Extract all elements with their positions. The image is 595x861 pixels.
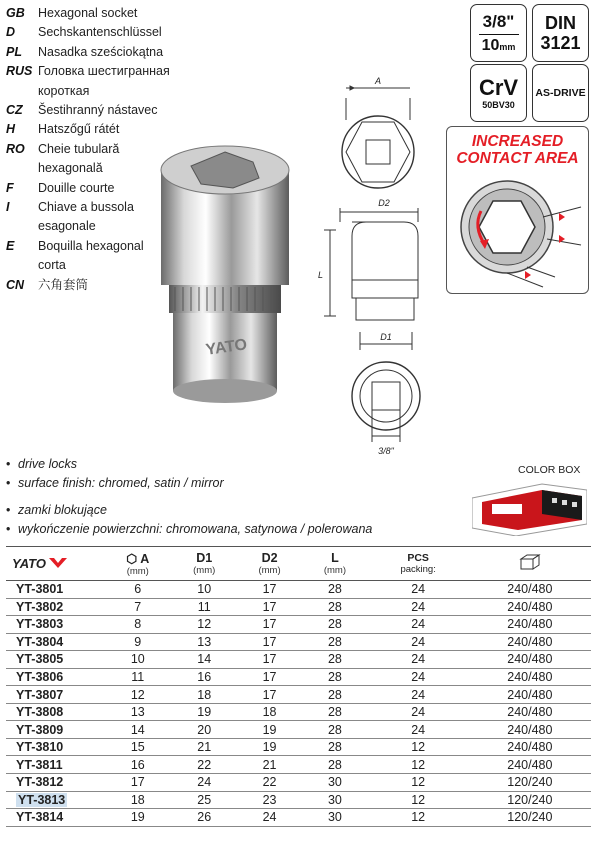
cell-box: 240/480 xyxy=(469,651,591,669)
cell-code xyxy=(6,598,104,616)
cell-pcs: 24 xyxy=(368,703,469,721)
cell-l: 30 xyxy=(302,774,367,792)
cell-pcs: 12 xyxy=(368,756,469,774)
yato-logo-icon xyxy=(49,558,67,568)
cell-d1: 25 xyxy=(172,791,237,809)
language-row xyxy=(6,82,206,101)
cell-l: 28 xyxy=(302,703,367,721)
product-code: YT-3801 xyxy=(16,582,64,597)
cell-d2: 19 xyxy=(237,738,302,756)
product-code: YT-3807 xyxy=(16,687,64,702)
cell-d1: 21 xyxy=(172,738,237,756)
cell-a: 7 xyxy=(104,598,172,616)
cell-pcs: 12 xyxy=(368,738,469,756)
cell-code xyxy=(6,581,104,599)
cell-d1: 10 xyxy=(172,581,237,599)
box-icon xyxy=(519,554,541,570)
badge-divider xyxy=(479,34,519,35)
contact-area-title xyxy=(447,133,588,167)
header-d1-label: D1 xyxy=(196,551,213,565)
material-name: CrV xyxy=(478,75,519,100)
cell-d1: 22 xyxy=(172,756,237,774)
language-code xyxy=(6,159,38,178)
language-text: Cheie tubulară xyxy=(38,141,120,156)
size-mm-row xyxy=(482,37,516,55)
cell-l: 28 xyxy=(302,668,367,686)
cell-d2: 21 xyxy=(237,756,302,774)
drive-size: 3/8" xyxy=(482,11,515,31)
product-code: YT-3804 xyxy=(16,634,64,649)
product-code: YT-3810 xyxy=(16,740,64,755)
language-code xyxy=(6,82,38,101)
table-row xyxy=(6,809,591,827)
header-l xyxy=(302,547,367,581)
color-box-label: COLOR BOX xyxy=(518,464,581,476)
cell-l: 28 xyxy=(302,651,367,669)
table-row xyxy=(6,791,591,809)
language-text: Hatszőgű rátét xyxy=(38,122,120,137)
note-item: • surface finish: chromed, satin / mirror xyxy=(6,475,224,490)
language-text: Sechskantenschlüssel xyxy=(38,25,162,40)
cell-d2: 19 xyxy=(237,721,302,739)
cell-pcs: 24 xyxy=(368,633,469,651)
product-code: YT-3814 xyxy=(16,810,64,825)
header-a-unit: (mm) xyxy=(126,565,149,577)
language-text: hexagonală xyxy=(38,161,103,176)
cell-l: 28 xyxy=(302,598,367,616)
cell-d1: 18 xyxy=(172,686,237,704)
header-pcs-label: PCS xyxy=(407,551,429,564)
language-text: Головка шестигранная xyxy=(38,64,170,79)
as-drive-badge xyxy=(532,64,589,122)
label-drive: 3/8" xyxy=(378,446,394,456)
size-mm: 10 xyxy=(481,36,500,54)
note-item: • drive locks xyxy=(6,457,78,471)
note-text: wykończenie powierzchni: chromowana, satynowa / polerowana xyxy=(18,521,373,536)
product-code: YT-3811 xyxy=(16,757,63,772)
language-row xyxy=(6,62,206,81)
language-text: Šestihranný nástavec xyxy=(38,103,158,118)
cell-l: 28 xyxy=(302,756,367,774)
table-row xyxy=(6,703,591,721)
cell-a: 17 xyxy=(104,774,172,792)
language-text: короткая xyxy=(38,83,90,98)
photo-brand-text: YATO xyxy=(204,336,249,359)
note-text: zamki blokujące xyxy=(18,503,107,517)
product-code: YT-3802 xyxy=(16,599,64,614)
language-code: E xyxy=(6,238,15,253)
cell-l: 28 xyxy=(302,633,367,651)
cell-pcs: 24 xyxy=(368,668,469,686)
cell-a: 19 xyxy=(104,809,172,827)
cell-a: 6 xyxy=(104,581,172,599)
language-text: corta xyxy=(38,258,66,273)
cell-d2: 17 xyxy=(237,616,302,634)
language-code: CZ xyxy=(6,103,23,118)
label-d1: D1 xyxy=(380,332,392,342)
table-row xyxy=(6,756,591,774)
cell-box: 240/480 xyxy=(469,703,591,721)
cell-pcs: 12 xyxy=(368,809,469,827)
cell-box: 120/240 xyxy=(469,791,591,809)
cell-d1: 12 xyxy=(172,616,237,634)
cell-d1: 16 xyxy=(172,668,237,686)
cell-d1: 19 xyxy=(172,703,237,721)
table-header-row xyxy=(6,547,591,581)
note-item: • zamki blokujące xyxy=(6,503,107,517)
cell-l: 28 xyxy=(302,721,367,739)
cell-d2: 18 xyxy=(237,703,302,721)
language-row xyxy=(6,43,206,62)
cell-d1: 13 xyxy=(172,633,237,651)
language-text: Nasadka sześciokątna xyxy=(38,44,164,59)
cell-d1: 20 xyxy=(172,721,237,739)
language-code: H xyxy=(6,122,16,137)
note-text: surface finish: chromed, satin / mirror xyxy=(18,475,224,490)
color-box-image xyxy=(472,480,587,536)
cell-d2: 23 xyxy=(237,791,302,809)
cell-d2: 22 xyxy=(237,774,302,792)
cell-box: 240/480 xyxy=(469,721,591,739)
language-text: Douille courte xyxy=(38,180,115,195)
cell-box: 120/240 xyxy=(469,774,591,792)
cell-pcs: 12 xyxy=(368,791,469,809)
header-l-label: L xyxy=(331,551,339,565)
contact-area-diagram xyxy=(447,167,588,291)
cell-d1: 24 xyxy=(172,774,237,792)
language-code: GB xyxy=(6,6,25,20)
drive-size-badge xyxy=(470,4,527,62)
label-a: A xyxy=(374,76,382,86)
header-d1-unit: (mm) xyxy=(193,565,216,576)
language-text: esagonale xyxy=(38,219,96,234)
language-text: Hexagonal socket xyxy=(38,6,138,20)
table-row xyxy=(6,598,591,616)
cell-d2: 17 xyxy=(237,686,302,704)
table-row xyxy=(6,774,591,792)
table-row xyxy=(6,721,591,739)
header-pcs xyxy=(368,547,469,581)
cell-code xyxy=(6,686,104,704)
language-text: 六角套筒 xyxy=(38,277,89,292)
size-unit: mm xyxy=(499,41,516,52)
cell-a: 15 xyxy=(104,738,172,756)
header-brand xyxy=(6,547,104,581)
table-row xyxy=(6,686,591,704)
note-item: • wykończenie powierzchni: chromowana, satynowa / polerowana xyxy=(6,521,373,536)
language-code xyxy=(6,217,38,236)
cell-code xyxy=(6,633,104,651)
cell-d2: 17 xyxy=(237,668,302,686)
cell-d2: 17 xyxy=(237,581,302,599)
note-text: drive locks xyxy=(18,457,78,471)
table-row xyxy=(6,581,591,599)
material-badge xyxy=(470,64,527,122)
language-row xyxy=(6,4,206,23)
cell-code xyxy=(6,703,104,721)
header-d2-unit: (mm) xyxy=(258,565,281,576)
cell-code xyxy=(6,791,104,809)
language-row xyxy=(6,101,206,120)
cell-a: 14 xyxy=(104,721,172,739)
socket-photo xyxy=(155,140,295,410)
cell-d2: 17 xyxy=(237,598,302,616)
language-row xyxy=(6,23,206,42)
feature-notes xyxy=(6,455,456,538)
product-table xyxy=(6,546,591,827)
product-code: YT-3803 xyxy=(16,617,64,632)
cell-d2: 24 xyxy=(237,809,302,827)
cell-pcs: 24 xyxy=(368,616,469,634)
product-code: YT-3813 xyxy=(18,792,66,807)
cell-a: 11 xyxy=(104,668,172,686)
header-a xyxy=(104,547,172,581)
cell-box: 120/240 xyxy=(469,809,591,827)
cell-d1: 26 xyxy=(172,809,237,827)
table-row xyxy=(6,668,591,686)
language-code: F xyxy=(6,180,14,195)
language-text: Boquilla hexagonal xyxy=(38,238,144,253)
cell-code xyxy=(6,668,104,686)
product-code: YT-3805 xyxy=(16,652,64,667)
product-code: YT-3809 xyxy=(16,722,64,737)
technical-drawing xyxy=(300,70,440,470)
cell-code xyxy=(6,651,104,669)
din-badge xyxy=(532,4,589,62)
header-a-label: A xyxy=(140,551,150,566)
cell-l: 28 xyxy=(302,686,367,704)
language-code: D xyxy=(6,25,16,40)
cell-d2: 17 xyxy=(237,651,302,669)
cell-l: 30 xyxy=(302,809,367,827)
language-code: RO xyxy=(6,141,25,156)
language-code xyxy=(6,256,38,275)
table-row xyxy=(6,616,591,634)
cell-code xyxy=(6,738,104,756)
header-box xyxy=(469,547,591,581)
cell-a: 10 xyxy=(104,651,172,669)
cell-pcs: 24 xyxy=(368,581,469,599)
contact-title-line1: INCREASED xyxy=(471,133,564,150)
cell-d2: 17 xyxy=(237,633,302,651)
cell-pcs: 12 xyxy=(368,774,469,792)
language-text: Chiave a bussola xyxy=(38,200,134,215)
language-row xyxy=(6,120,206,139)
cell-box: 240/480 xyxy=(469,738,591,756)
cell-code xyxy=(6,774,104,792)
cell-code xyxy=(6,721,104,739)
table-row xyxy=(6,738,591,756)
language-code: PL xyxy=(6,44,22,59)
material-grade: 50BV30 xyxy=(482,100,515,110)
cell-d1: 11 xyxy=(172,598,237,616)
as-drive-label: AS-DRIVE xyxy=(535,87,586,99)
language-code: CN xyxy=(6,277,25,292)
cell-d1: 14 xyxy=(172,651,237,669)
cell-a: 16 xyxy=(104,756,172,774)
cell-pcs: 24 xyxy=(368,686,469,704)
header-pcs-sub: packing: xyxy=(400,563,436,575)
cell-box: 240/480 xyxy=(469,616,591,634)
cell-box: 240/480 xyxy=(469,598,591,616)
contact-area-panel xyxy=(446,126,589,294)
product-code: YT-3806 xyxy=(16,670,64,684)
cell-a: 9 xyxy=(104,633,172,651)
din-number: 3121 xyxy=(540,33,581,53)
header-brand-logo: YATO xyxy=(12,556,46,571)
header-d2-label: D2 xyxy=(261,551,278,565)
cell-box: 240/480 xyxy=(469,686,591,704)
cell-l: 30 xyxy=(302,791,367,809)
cell-a: 13 xyxy=(104,703,172,721)
header-d1 xyxy=(172,547,237,581)
table-row xyxy=(6,633,591,651)
cell-a: 8 xyxy=(104,616,172,634)
cell-a: 12 xyxy=(104,686,172,704)
cell-box: 240/480 xyxy=(469,581,591,599)
product-code: YT-3812 xyxy=(16,775,64,790)
cell-pcs: 24 xyxy=(368,721,469,739)
label-d2: D2 xyxy=(378,198,390,208)
cell-l: 28 xyxy=(302,738,367,756)
header-d2 xyxy=(237,547,302,581)
contact-title-line2: CONTACT AREA xyxy=(456,150,579,167)
cell-box: 240/480 xyxy=(469,756,591,774)
cell-code xyxy=(6,809,104,827)
cell-pcs: 24 xyxy=(368,651,469,669)
language-code: RUS xyxy=(6,64,33,79)
cell-code xyxy=(6,756,104,774)
product-code: YT-3808 xyxy=(16,705,64,720)
cell-l: 28 xyxy=(302,581,367,599)
cell-a: 18 xyxy=(104,791,172,809)
language-code: I xyxy=(6,200,10,215)
din-label: DIN xyxy=(545,13,576,33)
cell-code xyxy=(6,616,104,634)
cell-box: 240/480 xyxy=(469,668,591,686)
header-l-unit: (mm) xyxy=(323,565,346,576)
cell-pcs: 24 xyxy=(368,598,469,616)
cell-l: 28 xyxy=(302,616,367,634)
label-l: L xyxy=(318,270,324,280)
hex-icon: ⬡ xyxy=(126,551,138,566)
table-row xyxy=(6,651,591,669)
cell-box: 240/480 xyxy=(469,633,591,651)
